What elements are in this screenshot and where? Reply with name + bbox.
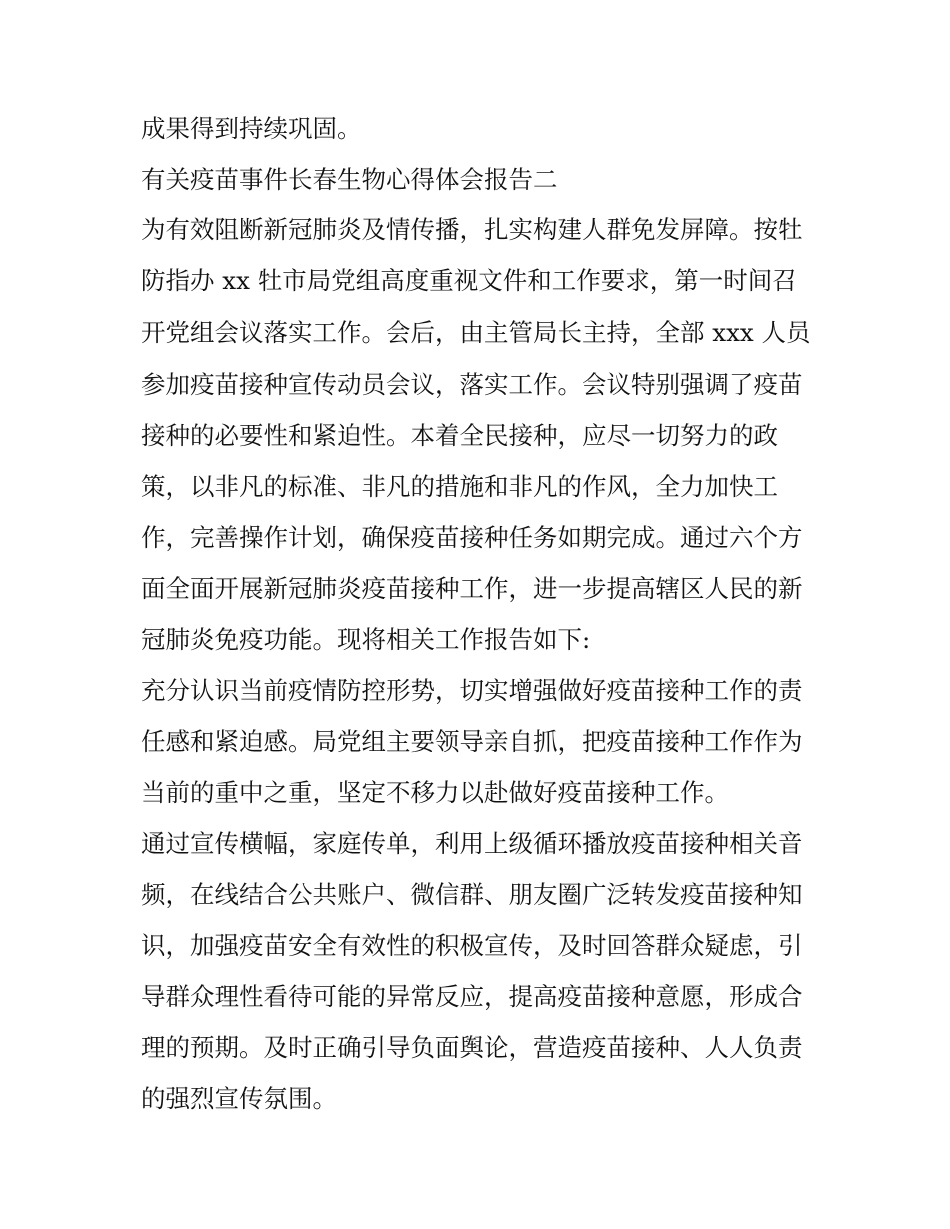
text-line: 导群众理性看待可能的异常反应，提高疫苗接种意愿，形成合: [141, 982, 803, 1011]
section-heading: 有关疫苗事件长春生物心得体会报告二: [141, 165, 558, 194]
text-line: 参加疫苗接种宣传动员会议，落实工作。会议特别强调了疫苗: [141, 370, 803, 399]
text-line: 识，加强疫苗安全有效性的积极宣传，及时回答群众疑虑，引: [141, 931, 803, 960]
text-line: 开党组会议落实工作。会后，由主管局长主持，全部 xxx 人员: [141, 318, 811, 347]
text-line: 成果得到持续巩固。: [141, 114, 362, 143]
text-line: 通过宣传横幅，家庭传单，利用上级循环播放疫苗接种相关音: [141, 829, 803, 858]
text-line: 为有效阻断新冠肺炎及情传播，扎实构建人群免发屏障。按牡: [141, 215, 803, 244]
text-line: 任感和紧迫感。局党组主要领导亲自抓，把疫苗接种工作作为: [141, 727, 803, 756]
text-line: 冠肺炎免疫功能。现将相关工作报告如下:: [141, 625, 591, 654]
text-line: 接种的必要性和紧迫性。本着全民接种，应尽一切努力的政: [141, 421, 778, 450]
text-line: 的强烈宣传氛围。: [141, 1084, 337, 1113]
text-line: 防指办 xx 牡市局党组高度重视文件和工作要求，第一时间召: [141, 266, 797, 295]
text-line: 频，在线结合公共账户、微信群、朋友圈广泛转发疫苗接种知: [141, 880, 803, 909]
text-line: 当前的重中之重，坚定不移力以赴做好疫苗接种工作。: [141, 778, 729, 807]
text-line: 作，完善操作计划，确保疫苗接种任务如期完成。通过六个方: [141, 523, 803, 552]
text-line: 面全面开展新冠肺炎疫苗接种工作，进一步提高辖区人民的新: [141, 574, 803, 603]
text-line: 策，以非凡的标准、非凡的措施和非凡的作风，全力加快工: [141, 472, 778, 501]
text-line: 充分认识当前疫情防控形势，切实增强做好疫苗接种工作的责: [141, 676, 803, 705]
text-line: 理的预期。及时正确引导负面舆论，营造疫苗接种、人人负责: [141, 1033, 803, 1062]
